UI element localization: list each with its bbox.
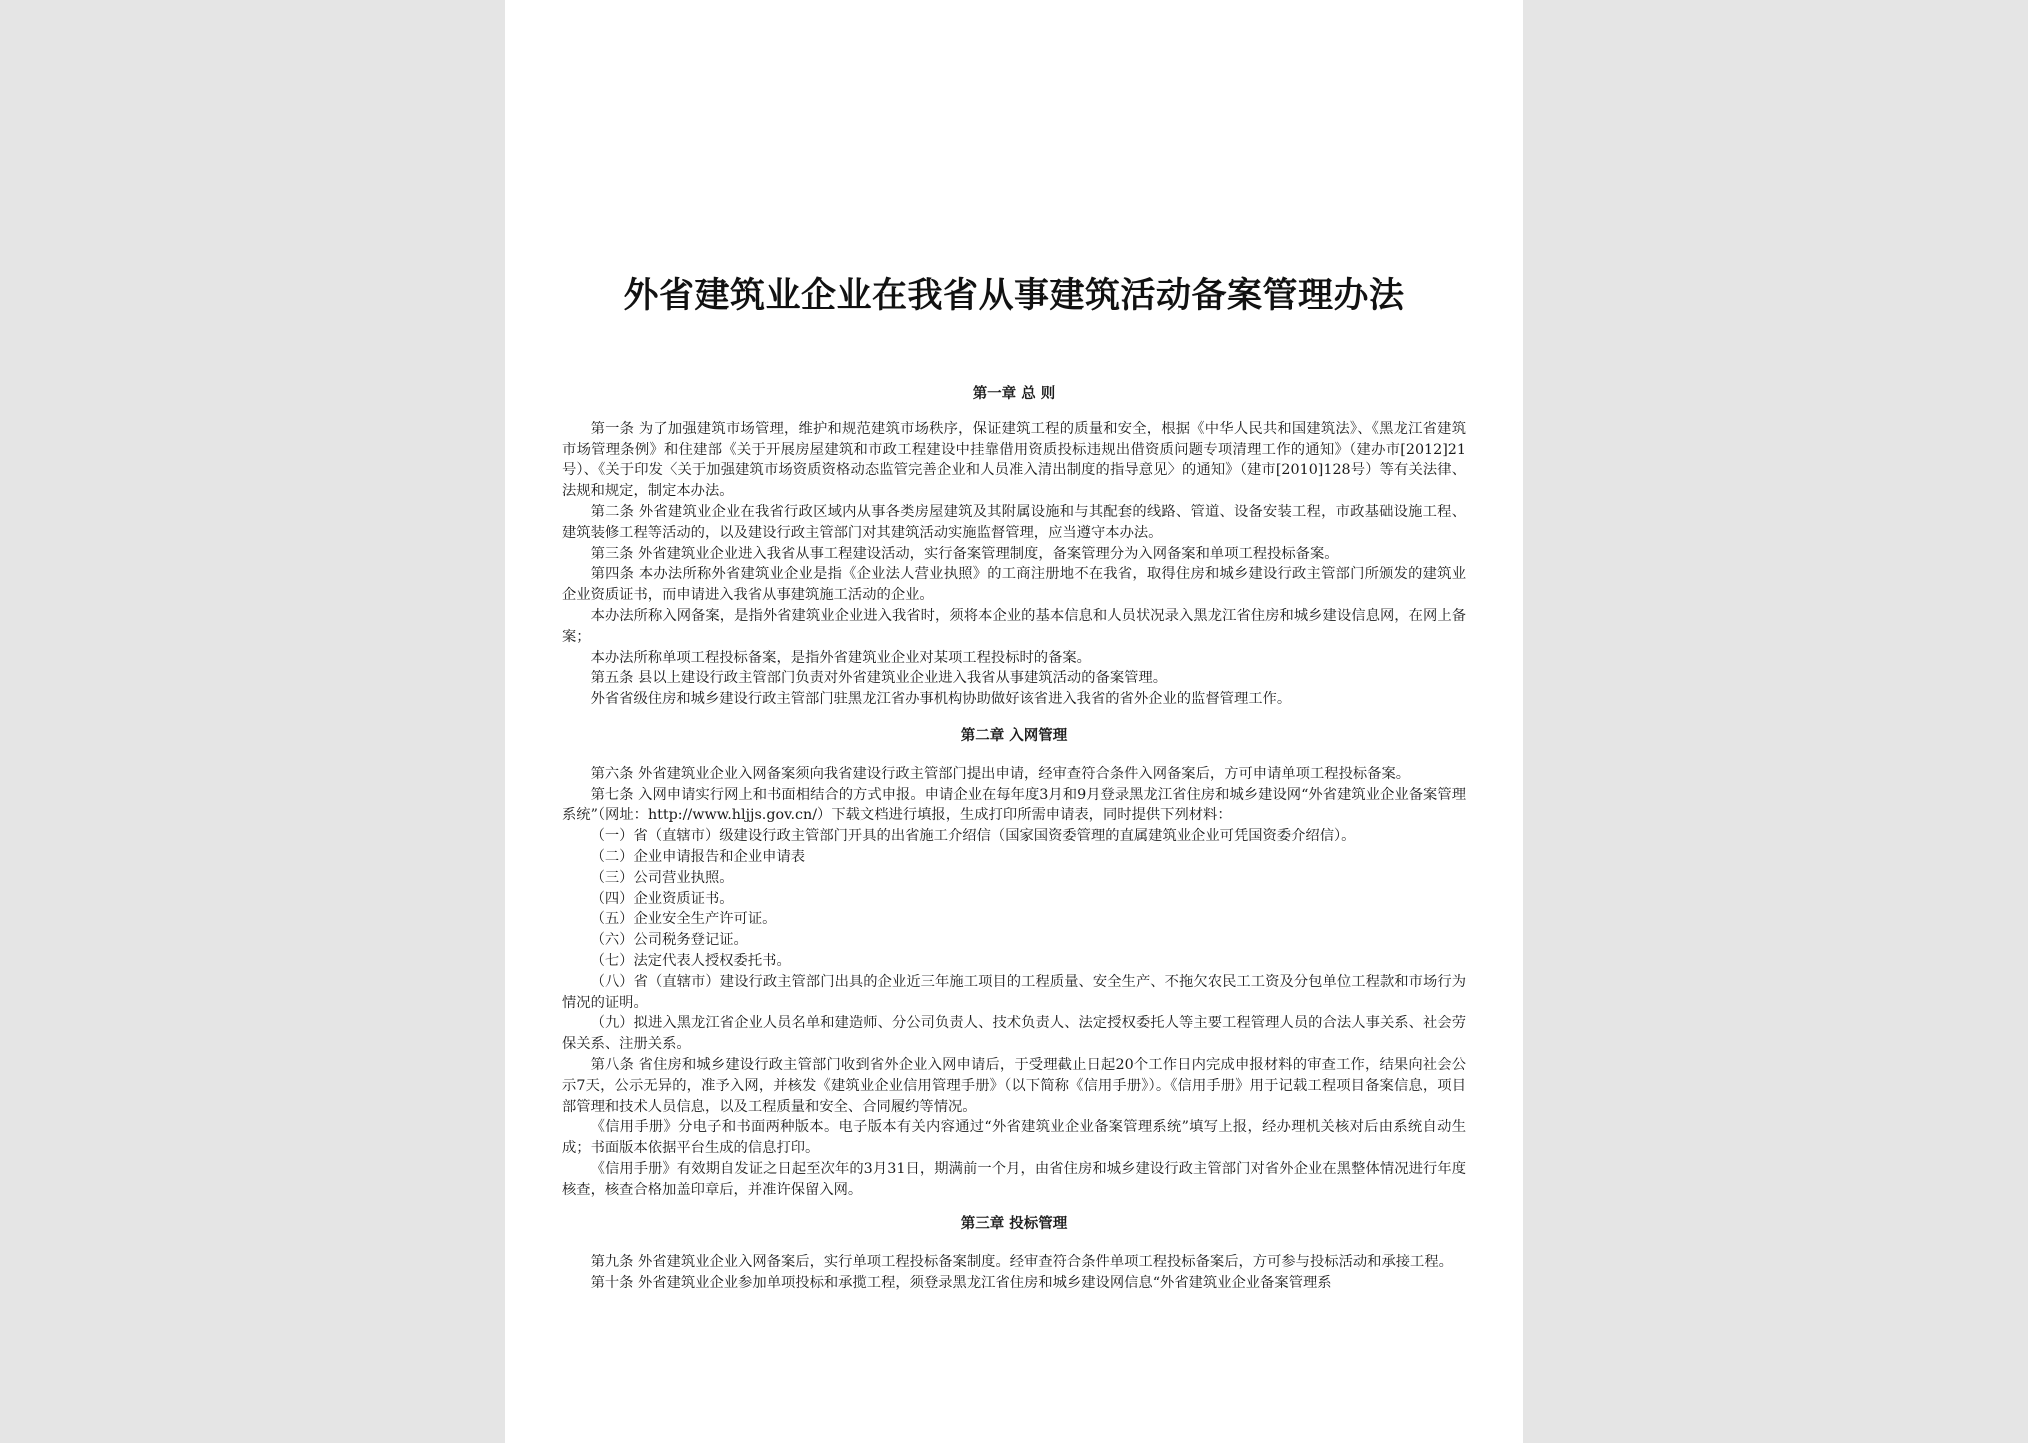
paragraph: 第四条 本办法所称外省建筑业企业是指《企业法人营业执照》的工商注册地不在我省，取得住房和城乡建设行政主管部门所颁发的建筑业企业资质证书，而申请进入我省从事建筑施工活动的企业。	[562, 566, 1466, 604]
list-item: （七）法定代表人授权委托书。	[590, 952, 791, 969]
list-item: （五）企业安全生产许可证。	[590, 911, 777, 928]
list-item: （八）省（直辖市）建设行政主管部门出具的企业近三年施工项目的工程质量、安全生产、不拖欠农民工工资及分包单位工程款和市场行为情况的证明。	[562, 973, 1466, 1011]
chapter-1-section	[562, 419, 1466, 710]
paragraph: 《信用手册》分电子和书面两种版本。电子版本有关内容通过“外省建筑业企业备案管理系统”填写上报，经办理机关核对后由系统自动生成；书面版本依据平台生成的信息打印。	[562, 1119, 1466, 1157]
paragraph: 本办法所称单项工程投标备案，是指外省建筑业企业对某项工程投标时的备案。	[590, 649, 1091, 666]
paragraph: 《信用手册》有效期自发证之日起至次年的3月31日，期满前一个月，由省住房和城乡建设行政主管部门对省外企业在黑整体情况进行年度核查，核查合格加盖印章后，并准许保留入网。	[562, 1160, 1466, 1198]
document-title: 外省建筑业企业在我省从事建筑活动备案管理办法	[623, 276, 1405, 316]
paragraph: （一）省（直辖市）级建设行政主管部门开具的出省施工介绍信（国家国资委管理的直属建筑业企业可凭国资委介绍信）。	[590, 828, 1356, 845]
paragraph: 本办法所称入网备案，是指外省建筑业企业进入我省时，须将本企业的基本信息和人员状况录入黑龙江省住房和城乡建设信息网，在网上备案；	[562, 607, 1466, 645]
list-item: （九）拟进入黑龙江省企业人员名单和建造师、分公司负责人、技术负责人、法定授权委托人等主要工程管理人员的合法人事关系、社会劳保关系、注册关系。	[562, 1015, 1466, 1053]
paragraph: 第五条 县以上建设行政主管部门负责对外省建筑业企业进入我省从事建筑活动的备案管理。	[590, 670, 1168, 687]
document-page	[505, 0, 1523, 1443]
list-item: （三）公司营业执照。	[590, 869, 734, 886]
list-item: （二）企业申请报告和企业申请表	[590, 848, 806, 865]
paragraph: 第三条 外省建筑业企业进入我省从事工程建设活动，实行备案管理制度，备案管理分为入网备案和单项工程投标备案。	[590, 545, 1339, 562]
paragraph: 第八条 省住房和城乡建设行政主管部门收到省外企业入网申请后，于受理截止日起20个工作日内完成申报材料的审查工作，结果向社会公示7天，公示无异的，准予入网，并核发《建筑业企业信用管理手册》（以下简称《信用手册》）。《信用手册》用于记载工程项目备案信息，项目部管理和技术人员信息，以及工程质量和安全、合同履约等情况。	[562, 1056, 1466, 1115]
paragraph: 第六条 外省建筑业企业入网备案须向我省建设行政主管部门提出申请，经审查符合条件入网备案后，方可申请单项工程投标备案。	[590, 765, 1411, 782]
chapter-2-section	[562, 764, 1466, 1201]
document-body	[562, 384, 1466, 1294]
paragraph: 第七条 入网申请实行网上和书面相结合的方式申报。申请企业在每年度3月和9月登录黑龙江省住房和城乡建设网“外省建筑业企业备案管理系统”（网址：http://www.hljjs.gov.cn/）下载文档进行填报，生成打印所需申请表，同时提供下列材料：	[562, 786, 1466, 824]
chapter-heading-1: 第一章 总 则	[972, 386, 1056, 402]
paragraph: 第二条 外省建筑业企业在我省行政区域内从事各类房屋建筑及其附属设施和与其配套的线路、管道、设备安装工程，市政基础设施工程、建筑装修工程等活动的，以及建设行政主管部门对其建筑活动实施监督管理，应当遵守本办法。	[562, 503, 1466, 541]
chapter-heading-3: 第三章 投标管理	[960, 1216, 1068, 1233]
paragraph: 第九条 外省建筑业企业入网备案后，实行单项工程投标备案制度。经审查符合条件单项工程投标备案后，方可参与投标活动和承接工程。	[590, 1254, 1453, 1271]
list-item: （六）公司税务登记证。	[590, 932, 748, 949]
chapter-3-section	[562, 1252, 1466, 1294]
paragraph: 第十条 外省建筑业企业参加单项投标和承揽工程，须登录黑龙江省住房和城乡建设网信息“外省建筑业企业备案管理系	[590, 1275, 1332, 1292]
paragraph: 第一条 为了加强建筑市场管理，维护和规范建筑市场秩序，保证建筑工程的质量和安全，根据《中华人民共和国建筑法》、《黑龙江省建筑市场管理条例》和住建部《关于开展房屋建筑和市政工程建设中挂靠借用资质投标违规出借资质问题专项清理工作的通知》（建办市[2012]21号）、《关于印发〈关于加强建筑市场资质资格动态监管完善企业和人员准入清出制度的指导意见〉的通知》（建市[2010]128号）等有关法律、法规和规定，制定本办法。	[562, 420, 1466, 500]
chapter-heading-2: 第二章 入网管理	[960, 727, 1068, 744]
paragraph: 外省省级住房和城乡建设行政主管部门驻黑龙江省办事机构协助做好该省进入我省的省外企业的监督管理工作。	[590, 691, 1292, 708]
list-item: （四）企业资质证书。	[590, 890, 734, 907]
